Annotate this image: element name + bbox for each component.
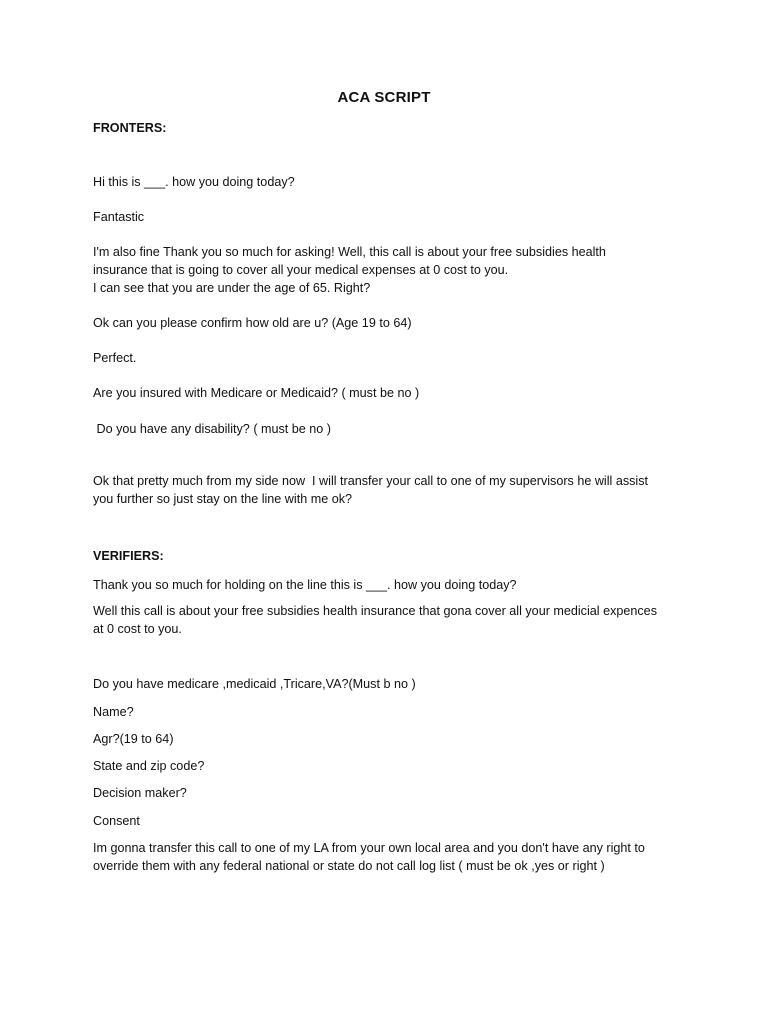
fronters-line: Hi this is ___. how you doing today? <box>93 175 295 189</box>
verifiers-line: Decision maker? <box>93 786 187 800</box>
verifiers-line: Im gonna transfer this call to one of my LA from your own local area and you don't have any right to <box>93 841 645 855</box>
verifiers-line: override them with any federal national or state do not call log list ( must be ok ,yes or right ) <box>93 859 605 873</box>
verifiers-line: Do you have medicare ,medicaid ,Tricare,VA?(Must b no ) <box>93 677 416 691</box>
verifiers-line: at 0 cost to you. <box>93 622 182 636</box>
verifiers-heading: VERIFIERS: <box>93 549 164 563</box>
fronters-line: I can see that you are under the age of 65. Right? <box>93 281 371 295</box>
fronters-line: you further so just stay on the line with me ok? <box>93 492 353 506</box>
verifiers-line: Agr?(19 to 64) <box>93 732 174 746</box>
fronters-line: insurance that is going to cover all your medical expenses at 0 cost to you. <box>93 263 509 277</box>
verifiers-line: Name? <box>93 705 134 719</box>
fronters-line: I'm also fine Thank you so much for asking! Well, this call is about your free subsidies health <box>93 245 606 259</box>
fronters-line: Fantastic <box>93 210 145 224</box>
fronters-line: Are you insured with Medicare or Medicaid? ( must be no ) <box>93 386 420 400</box>
fronters-line: Perfect. <box>93 351 137 365</box>
verifiers-line: Consent <box>93 814 140 828</box>
fronters-heading: FRONTERS: <box>93 121 167 135</box>
verifiers-line: Well this call is about your free subsidies health insurance that gona cover all your medicial expences <box>93 604 657 618</box>
verifiers-line: State and zip code? <box>93 759 205 773</box>
document-title: ACA SCRIPT <box>337 89 431 106</box>
fronters-line: Do you have any disability? ( must be no ) <box>93 422 332 436</box>
fronters-line: Ok can you please confirm how old are u? (Age 19 to 64) <box>93 316 412 330</box>
fronters-line: Ok that pretty much from my side now I will transfer your call to one of my supervisors he will assist <box>93 474 649 488</box>
verifiers-line: Thank you so much for holding on the line this is ___. how you doing today? <box>93 578 517 592</box>
